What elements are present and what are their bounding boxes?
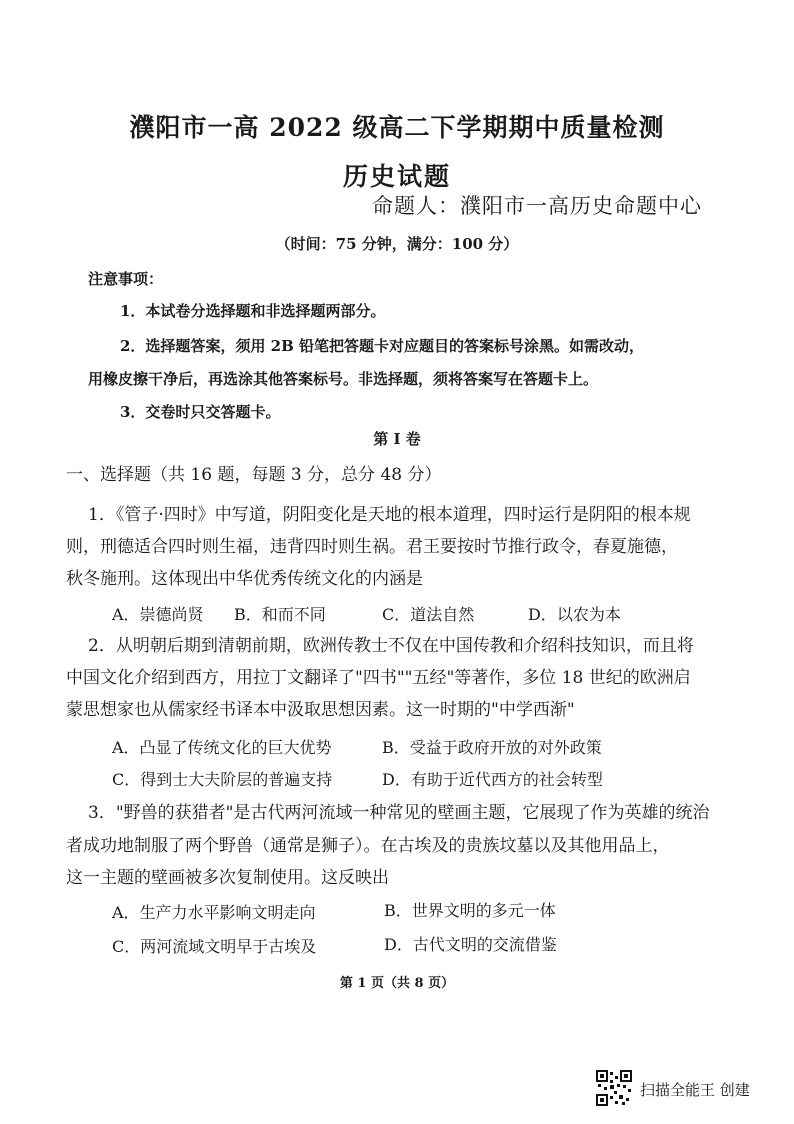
part-heading: 第 I 卷 [373, 430, 421, 448]
question-3-option-b: B．世界文明的多元一体 [384, 901, 556, 920]
notice-item-2: 2．选择题答案，须用 2B 铅笔把答题卡对应题目的答案标号涂黑。如需改动， [120, 337, 644, 355]
question-3-option-a: A．生产力水平影响文明走向 [112, 903, 316, 922]
question-1-option-b: B．和而不同 [234, 605, 326, 624]
exam-title: 濮阳市一高 2022 级高二下学期期中质量检测 [129, 113, 665, 142]
question-3-option-c: C．两河流域文明早于古埃及 [112, 937, 317, 956]
notice-title: 注意事项： [88, 270, 164, 288]
question-3-option-d: D．古代文明的交流借鉴 [384, 935, 557, 954]
page-number: 第 1 页（共 8 页） [339, 976, 455, 991]
exam-subject: 历史试题 [342, 162, 451, 191]
question-3-line-1: 3．"野兽的获猎者"是古代两河流域一种常见的壁画主题，它展现了作为英雄的统治 [88, 803, 710, 823]
section-heading: 一、选择题（共 16 题，每题 3 分，总分 48 分） [66, 465, 442, 485]
exam-author: 命题人：濮阳市一高历史命题中心 [372, 194, 702, 218]
exam-time-score: （时间：75 分钟，满分：100 分） [275, 235, 519, 253]
qr-code-icon [596, 1070, 632, 1106]
question-2-option-c: C．得到士大夫阶层的普遍支持 [112, 770, 333, 789]
question-1-line-1: 1．《管子·四时》中写道，阴阳变化是天地的根本道理，四时运行是阴阳的根本规 [88, 505, 691, 525]
question-2-line-1: 2．从明朝后期到清朝前期，欧洲传教士不仅在中国传教和介绍科技知识，而且将 [88, 636, 694, 656]
scanner-watermark: 扫描全能王 创建 [640, 1081, 750, 1099]
question-2-option-d: D．有助于近代西方的社会转型 [382, 770, 603, 789]
question-1-option-c: C．道法自然 [382, 605, 475, 624]
question-2-option-a: A．凸显了传统文化的巨大优势 [112, 738, 332, 757]
question-3-line-3: 这一主题的壁画被多次复制使用。这反映出 [66, 868, 389, 888]
notice-item-3: 3．交卷时只交答题卡。 [120, 403, 281, 421]
question-3-line-2: 者成功地制服了两个野兽（通常是狮子）。在古埃及的贵族坟墓以及其他用品上， [66, 836, 670, 856]
notice-item-1: 1．本试卷分选择题和非选择题两部分。 [120, 302, 386, 320]
question-1-line-2: 则，刑德适合四时则生福，违背四时则生祸。君王要按时节推行政令，春夏施德， [66, 537, 678, 557]
question-1-option-a: A．崇德尚贤 [112, 605, 204, 624]
question-2-line-3: 蒙思想家也从儒家经书译本中汲取思想因素。这一时期的"中学西渐" [66, 700, 575, 720]
notice-item-2-cont: 用橡皮擦干净后，再选涂其他答案标号。非选择题，须将答案写在答题卡上。 [88, 370, 599, 388]
question-1-option-d: D．以农为本 [528, 605, 621, 624]
question-1-line-3: 秋冬施刑。这体现出中华优秀传统文化的内涵是 [66, 569, 423, 589]
question-2-option-b: B．受益于政府开放的对外政策 [382, 738, 602, 757]
question-2-line-2: 中国文化介绍到西方，用拉丁文翻译了"四书""五经"等著作，多位 18 世纪的欧洲启 [66, 668, 691, 688]
